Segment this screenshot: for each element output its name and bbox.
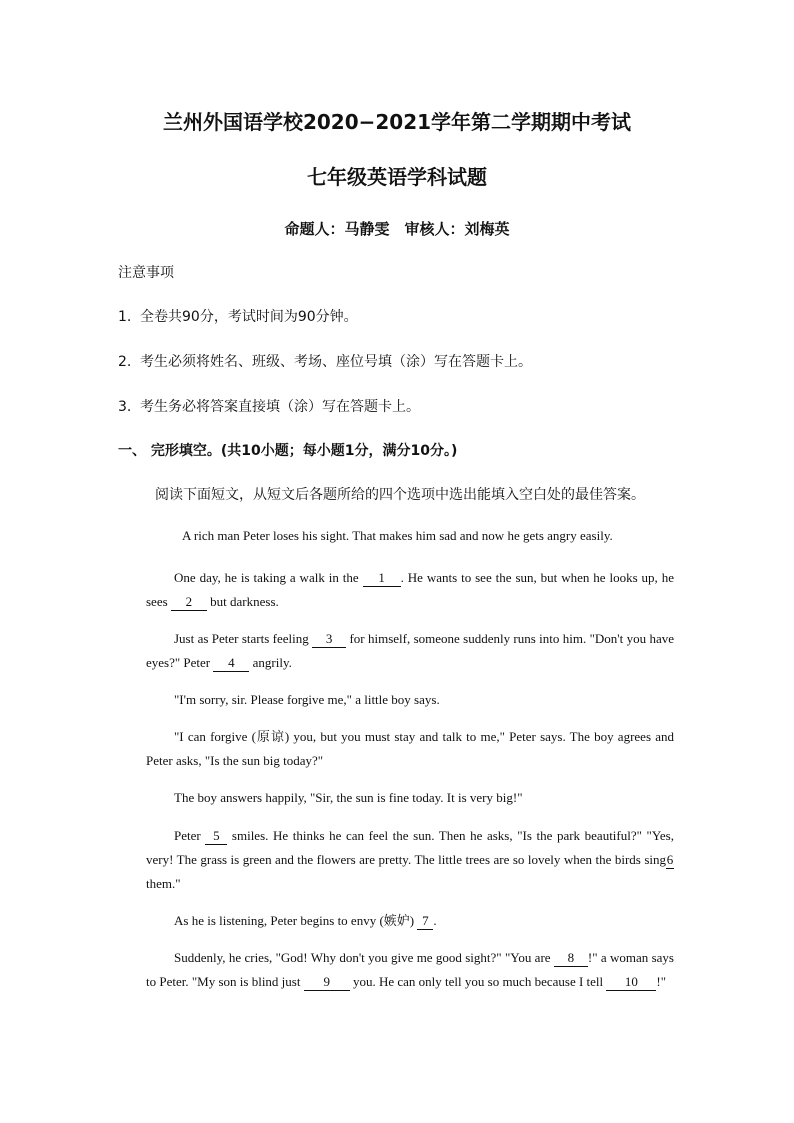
section-instruction: 阅读下面短文，从短文后各题所给的四个选项中选出能填入空白处的最佳答案。 bbox=[155, 487, 645, 503]
note-number: 1. bbox=[118, 309, 132, 325]
blank-7: 7 bbox=[417, 913, 433, 930]
note-number: 2. bbox=[118, 354, 132, 370]
passage-text: Suddenly, he cries, "God! Why don't you give me good sight?" "You are bbox=[174, 950, 551, 965]
passage-text: smiles. He thinks he can feel the sun. Then he asks, "Is the park beautiful?" "Yes, very! The grass is green and the flowers are pretty. The little trees are so lovely when the birds sing bbox=[146, 828, 674, 867]
passage-text: The boy answers happily, "Sir, the sun is fine today. It is very big!" bbox=[174, 790, 523, 805]
passage-text: One day, he is taking a walk in the bbox=[174, 570, 359, 585]
blank-4: 4 bbox=[213, 655, 249, 672]
exam-subtitle: 七年级英语学科试题 bbox=[307, 165, 487, 189]
passage-text: but darkness. bbox=[210, 594, 279, 609]
note-text: 考生必须将姓名、班级、考场、座位号填（涂）写在答题卡上。 bbox=[140, 354, 532, 370]
blank-9: 9 bbox=[304, 974, 350, 991]
passage-text: them." bbox=[146, 876, 181, 891]
passage-paragraph bbox=[146, 946, 674, 994]
passage-paragraph: A rich man Peter loses his sight. That makes him sad and now he gets angry easily. bbox=[182, 528, 613, 543]
passage-text: . bbox=[433, 913, 437, 928]
blank-8: 8 bbox=[554, 950, 588, 967]
passage-paragraph bbox=[146, 627, 674, 675]
passage-text: angrily. bbox=[252, 655, 292, 670]
passage-text: . He wants to see the sun, but when he looks up, he sees bbox=[146, 570, 674, 609]
notes-heading: 注意事项 bbox=[118, 265, 174, 281]
passage-text: Just as Peter starts feeling bbox=[174, 631, 309, 646]
note-item bbox=[118, 396, 420, 416]
passage-text: !" a woman says to Peter. "My son is blind just bbox=[146, 950, 674, 989]
note-item bbox=[118, 351, 532, 371]
blank-2: 2 bbox=[171, 594, 207, 611]
blank-5: 5 bbox=[205, 828, 227, 845]
section-heading: 一、 完形填空。(共10小题；每小题1分，满分10分。) bbox=[118, 443, 458, 459]
passage-paragraph bbox=[146, 725, 674, 773]
passage-text: Peter bbox=[174, 828, 201, 843]
note-text: 考生务必将答案直接填（涂）写在答题卡上。 bbox=[140, 399, 420, 415]
passage-paragraph bbox=[146, 824, 674, 896]
passage-paragraph bbox=[146, 909, 674, 933]
blank-3: 3 bbox=[312, 631, 346, 648]
note-item bbox=[118, 306, 358, 326]
passage-text: As he is listening, Peter begins to envy (嫉妒) bbox=[174, 913, 415, 928]
passage-paragraph bbox=[146, 688, 674, 712]
authors-line: 命题人：马静雯 审核人：刘梅英 bbox=[284, 220, 510, 238]
exam-title: 兰州外国语学校2020−2021学年第二学期期中考试 bbox=[162, 110, 632, 134]
passage-text: you. He can only tell you so much because I tell bbox=[352, 974, 604, 989]
blank-10: 10 bbox=[606, 974, 656, 991]
passage-text: for himself, someone suddenly runs into him. "Don't you have eyes?" Peter bbox=[146, 631, 674, 670]
passage-paragraph bbox=[146, 566, 674, 614]
passage-text: "I'm sorry, sir. Please forgive me," a little boy says. bbox=[174, 692, 440, 707]
passage-paragraph bbox=[146, 786, 674, 810]
note-number: 3. bbox=[118, 399, 132, 415]
passage-text: !" bbox=[656, 974, 667, 989]
note-text: 全卷共90分，考试时间为90分钟。 bbox=[140, 309, 358, 325]
blank-1: 1 bbox=[363, 570, 401, 587]
passage-text: "I can forgive (原谅) you, but you must stay and talk to me," Peter says. The boy agrees and Peter asks, "Is the sun big today?" bbox=[146, 729, 674, 768]
blank-6: 6 bbox=[666, 852, 674, 867]
